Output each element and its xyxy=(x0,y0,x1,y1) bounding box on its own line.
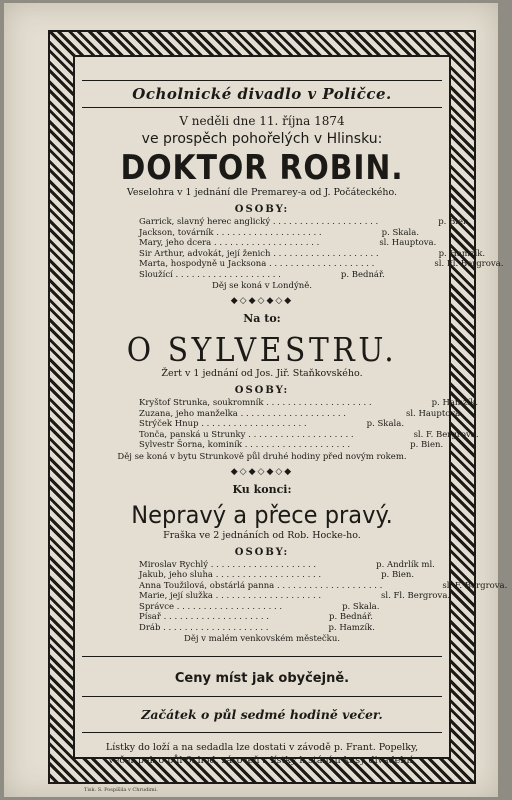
cast-actor: sl. F. Bergrova. xyxy=(413,429,479,440)
cast-role: Sylvestr Šorna, kominík . . . xyxy=(139,440,350,451)
play1-subtitle: Veselohra v 1 jednání dle Premarey-a od J. Počáteckého. xyxy=(126,187,398,198)
play3-cast-list xyxy=(139,559,508,634)
cast-row xyxy=(139,559,435,571)
cast-actor: p. Bien. xyxy=(381,570,415,581)
ticket-info-line2: večer pak o půl 6. hod. zároveň s lístky k stání u kasy divadelní. xyxy=(108,755,416,767)
cast-role: Anna Toužilová, obstárlá panna . . . xyxy=(139,581,382,592)
cast-role: Marie, její služka . . . xyxy=(139,591,321,602)
poster-content xyxy=(76,58,508,767)
cast-role: Správce . . . xyxy=(139,602,282,613)
cast-role: Marta, hospodyně u Jacksona . . . xyxy=(139,259,374,270)
divider-ornament: ◆◇◆◇◆◇◆ xyxy=(230,296,294,306)
cast-role: Zuzana, jeho manželka . . . xyxy=(139,409,346,420)
cast-row xyxy=(139,622,375,634)
ticket-info-line1: Lístky do loží a na sedadla lze dostati v závodě p. Frant. Popelky, xyxy=(105,742,419,754)
cast-actor: sl. Fl. Bergrova. xyxy=(434,259,504,269)
play1-cast-list xyxy=(139,217,504,280)
benefit-line: ve prospěch pohořelých v Hlinsku: xyxy=(141,131,383,147)
play2-title: O SYLVESTRU. xyxy=(126,330,398,369)
prices-line: Ceny míst jak obyčejně. xyxy=(174,671,350,687)
cast-role: Strýček Hnup . . . xyxy=(139,419,307,430)
cast-actor: sl. Fl. Bergrova. xyxy=(381,591,451,602)
cast-actor: p. Bednář. xyxy=(329,612,373,623)
play1-title: DOKTOR ROBIN. xyxy=(120,148,404,188)
cast-actor: sl. Hauptova. xyxy=(379,238,437,248)
play2-scene-note: Děj se koná v bytu Strunkově půl druhé hodiny před novým rokem. xyxy=(117,451,407,462)
cast-actor: p. Hamzík. xyxy=(438,248,486,259)
cast-role: Mary, jeho dcera . . . xyxy=(139,238,319,249)
cast-row xyxy=(139,238,437,249)
cast-role: Jackson, továrník . . . xyxy=(139,228,322,239)
cast-row xyxy=(139,269,385,281)
prices-rule-bottom xyxy=(82,696,442,697)
play2-cast-heading: OSOBY: xyxy=(234,385,290,396)
play2-cast-list xyxy=(139,398,479,451)
cast-row xyxy=(139,601,380,613)
cast-role: Jakub, jeho sluha . . . xyxy=(139,570,321,581)
cast-actor: p. Bien. xyxy=(410,440,444,450)
cast-row xyxy=(139,227,420,239)
cast-row xyxy=(139,259,504,270)
play2-subtitle: Žert v 1 jednání od Jos. Jiř. Staňkovského. xyxy=(161,368,363,379)
cast-actor: p. Skala. xyxy=(342,601,380,612)
cast-row xyxy=(139,570,415,581)
cast-row xyxy=(139,440,444,451)
cast-role: Garrick, slavný herec anglický . . . xyxy=(139,217,378,228)
theatre-name: Ocholnické divadlo v Poličce. xyxy=(132,85,392,103)
cast-row xyxy=(139,580,508,592)
cast-role: Písař . . . xyxy=(139,612,269,623)
cast-actor: p. Hamzík. xyxy=(431,398,479,408)
cast-role: Kryštof Strunka, soukromník . . . xyxy=(139,398,372,409)
cast-role: Dráb . . . xyxy=(139,623,268,634)
play3-cast-heading: OSOBY: xyxy=(234,546,290,558)
cast-row xyxy=(139,248,486,260)
play1-scene-note: Děj se koná v Londýně. xyxy=(212,281,312,291)
cast-actor: p. Hamzík. xyxy=(328,622,375,633)
cast-row xyxy=(139,398,479,409)
cast-role: Sir Arthur, advokát, její ženich . . . xyxy=(139,249,379,260)
cast-row xyxy=(139,419,405,430)
poster-sheet xyxy=(4,3,508,797)
cast-row xyxy=(139,408,463,420)
cast-actor: p. Bien. xyxy=(438,217,472,227)
play3-subtitle: Fraška ve 2 jednáních od Rob. Hocke-ho. xyxy=(163,529,361,541)
printer-imprint: Tisk. S. Pospíšila v Chrudimi. xyxy=(84,787,158,793)
play1-cast-heading: OSOBY: xyxy=(234,204,290,215)
cast-row xyxy=(139,217,472,228)
ticket-info xyxy=(76,741,448,767)
cast-actor: p. Andrlík ml. xyxy=(376,559,435,570)
cast-role: Tonča, panská u Strunky . . . xyxy=(139,430,354,441)
cast-actor: p. Skala. xyxy=(381,227,420,238)
cast-actor: sl. Hauptova. xyxy=(405,408,463,419)
theatre-rule xyxy=(82,107,442,108)
play3-scene-note: Děj v malém venkovském městečku. xyxy=(184,634,340,645)
cast-role: Sloužící . . . xyxy=(139,270,281,281)
cast-role: Miroslav Rychlý . . . xyxy=(139,560,316,571)
cast-actor: p. Skala. xyxy=(366,419,405,429)
start-rule xyxy=(82,732,442,733)
divider-ornament: ◆◇◆◇◆◇◆ xyxy=(230,466,294,477)
prices-rule-top xyxy=(82,656,442,657)
start-time: Začátek o půl sedmé hodině večer. xyxy=(141,707,383,723)
cast-actor: p. Bednář. xyxy=(340,269,385,280)
play3-intro: Ku konci: xyxy=(232,482,292,496)
cast-row xyxy=(139,612,373,623)
play2-intro: Na to: xyxy=(243,312,281,325)
play3-title: Nepravý a přece pravý. xyxy=(131,500,393,529)
date-line: V neděli dne 11. října 1874 xyxy=(179,114,345,128)
cast-row xyxy=(139,429,479,441)
top-rule xyxy=(82,80,442,81)
cast-actor: sl. F. Bergrova. xyxy=(442,580,508,591)
cast-row xyxy=(139,591,451,602)
